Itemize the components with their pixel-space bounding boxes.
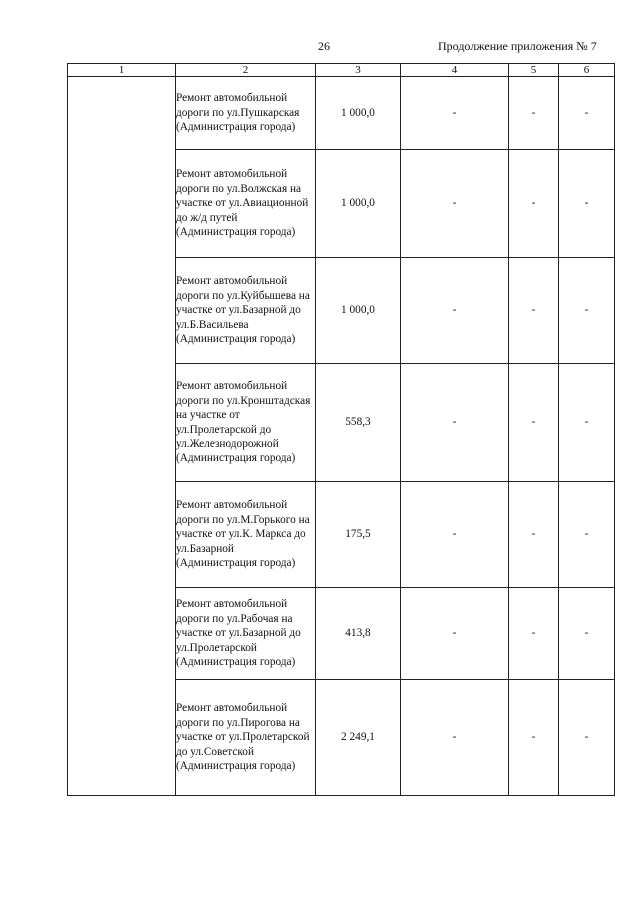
- row-col6: -: [559, 364, 615, 482]
- row-col5: -: [509, 150, 559, 258]
- row-description: Ремонт автомобильной дороги по ул.М.Горького на участке от ул.К. Маркса до ул.Базарной (Администрация города): [176, 482, 316, 588]
- table-header-row: [68, 64, 615, 77]
- row-col6: -: [559, 588, 615, 680]
- row-col4: -: [401, 680, 509, 796]
- row-col6: -: [559, 77, 615, 150]
- row-col5: -: [509, 364, 559, 482]
- row-col5: -: [509, 588, 559, 680]
- column-header: 3: [316, 64, 401, 77]
- column-header: 6: [559, 64, 615, 77]
- row-description: Ремонт автомобильной дороги по ул.Пирогова на участке от ул.Пролетарской до ул.Советской (Администрация города): [176, 680, 316, 796]
- table-row: [68, 77, 615, 150]
- row-col4: -: [401, 258, 509, 364]
- column-header: 4: [401, 64, 509, 77]
- budget-table: [67, 63, 615, 796]
- row-amount: 1 000,0: [316, 150, 401, 258]
- row-amount: 1 000,0: [316, 77, 401, 150]
- row-amount: 413,8: [316, 588, 401, 680]
- merged-empty-cell: [68, 77, 176, 796]
- row-col5: -: [509, 258, 559, 364]
- column-header: 2: [176, 64, 316, 77]
- column-header: 1: [68, 64, 176, 77]
- continuation-label: Продолжение приложения № 7: [438, 39, 597, 53]
- page-number: 26: [318, 39, 330, 53]
- row-amount: 175,5: [316, 482, 401, 588]
- row-col6: -: [559, 680, 615, 796]
- row-col5: -: [509, 680, 559, 796]
- row-description: Ремонт автомобильной дороги по ул.Куйбышева на участке от ул.Базарной до ул.Б.Васильева (Администрация города): [176, 258, 316, 364]
- row-col5: -: [509, 77, 559, 150]
- row-col6: -: [559, 150, 615, 258]
- row-col4: -: [401, 364, 509, 482]
- row-col4: -: [401, 150, 509, 258]
- row-description: Ремонт автомобильной дороги по ул.Волжская на участке от ул.Авиационной до ж/д путей (Администрация города): [176, 150, 316, 258]
- row-col4: -: [401, 588, 509, 680]
- row-col6: -: [559, 258, 615, 364]
- row-amount: 1 000,0: [316, 258, 401, 364]
- row-col5: -: [509, 482, 559, 588]
- row-col6: -: [559, 482, 615, 588]
- column-header: 5: [509, 64, 559, 77]
- row-description: Ремонт автомобильной дороги по ул.Кронштадская на участке от ул.Пролетарской до ул.Железнодорожной (Администрация города): [176, 364, 316, 482]
- row-amount: 558,3: [316, 364, 401, 482]
- row-description: Ремонт автомобильной дороги по ул.Пушкарская (Администрация города): [176, 77, 316, 150]
- row-col4: -: [401, 77, 509, 150]
- row-amount: 2 249,1: [316, 680, 401, 796]
- row-description: Ремонт автомобильной дороги по ул.Рабочая на участке от ул.Базарной до ул.Пролетарской (Администрация города): [176, 588, 316, 680]
- row-col4: -: [401, 482, 509, 588]
